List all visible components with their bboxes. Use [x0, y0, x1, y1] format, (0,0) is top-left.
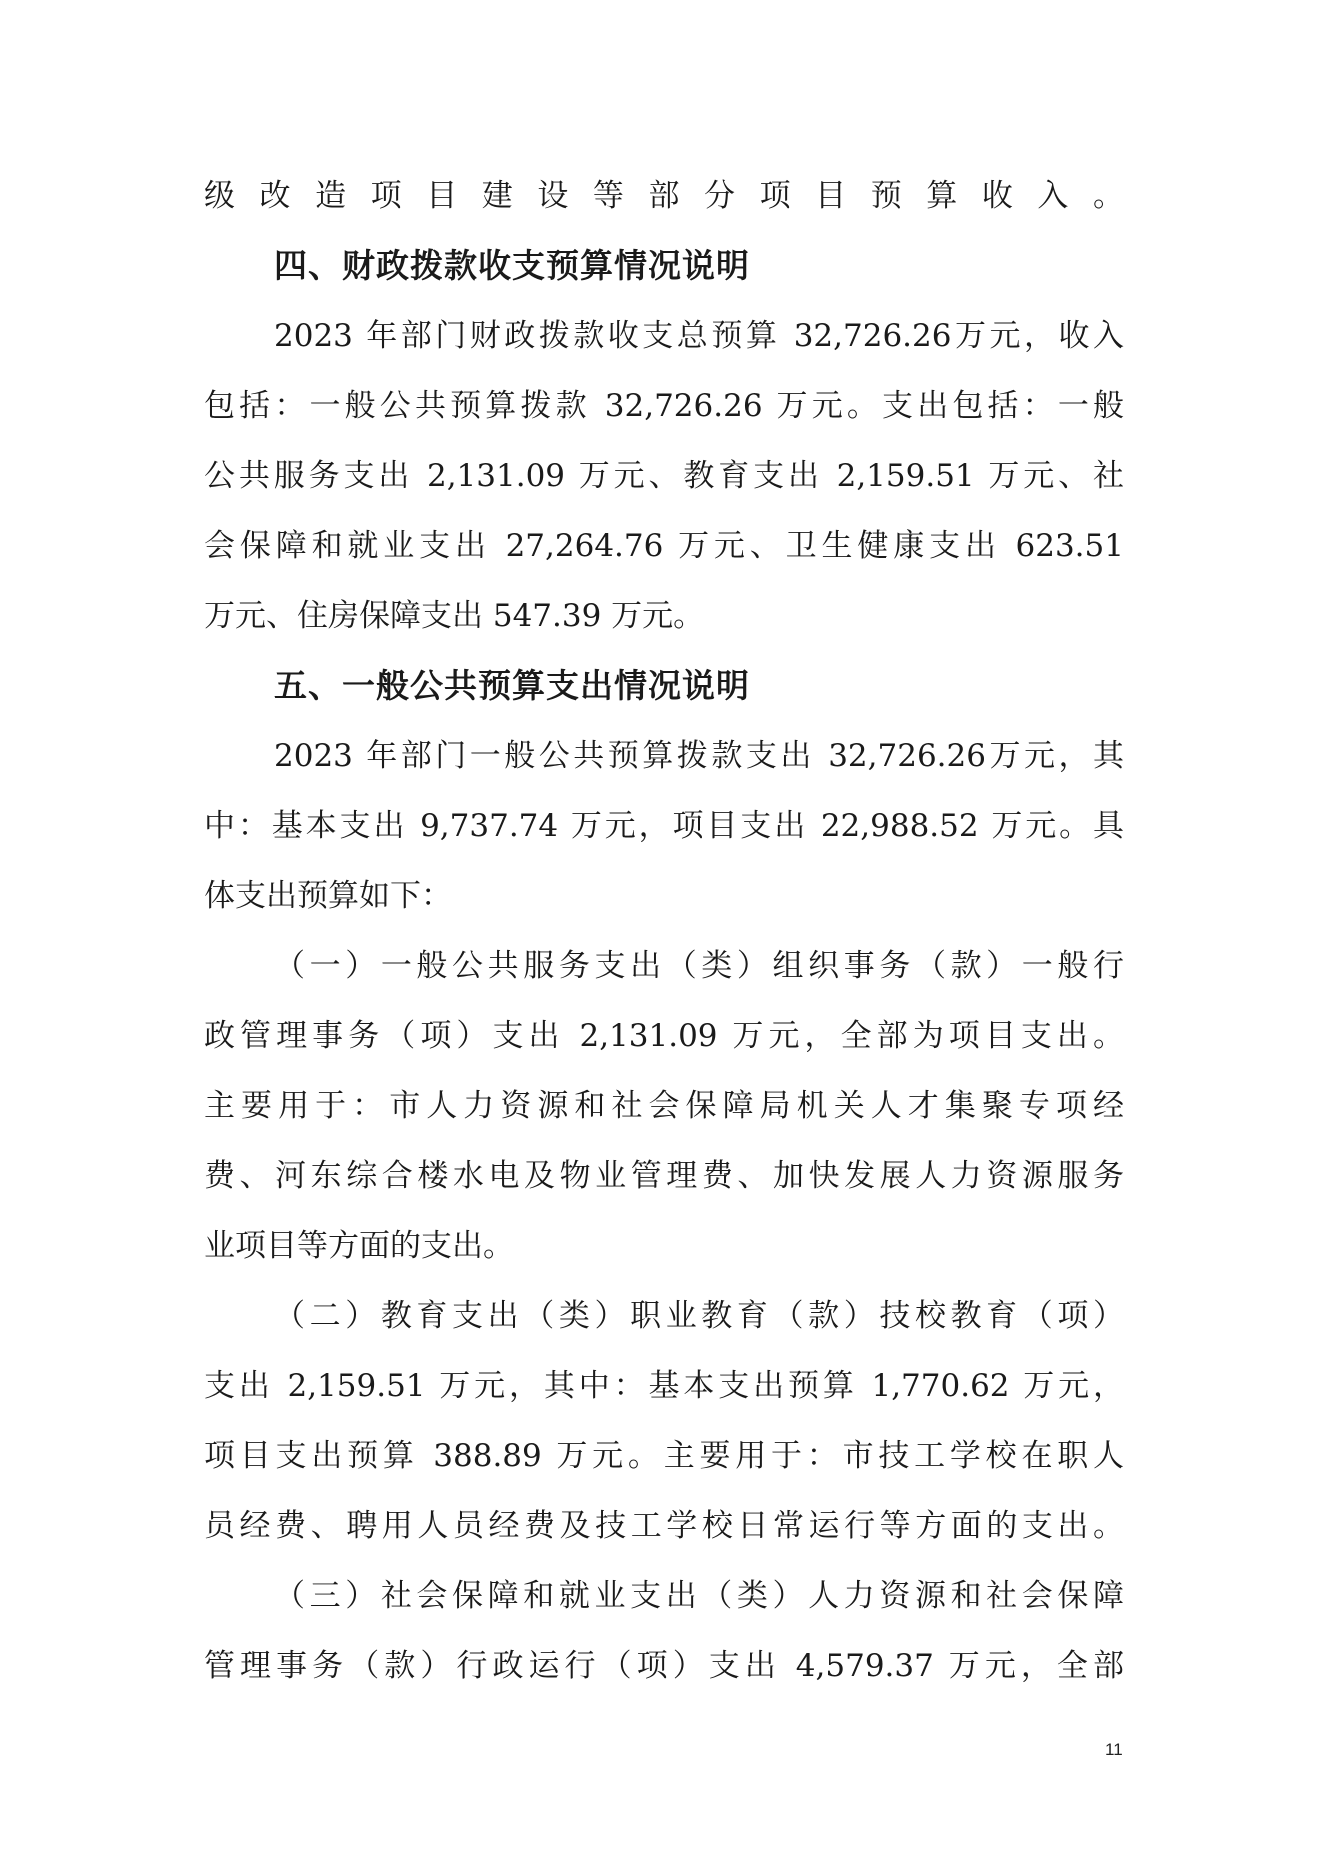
- text-line: 政管理事务（项）支出 2,131.09 万元，全部为项目支出。: [204, 1018, 1124, 1054]
- text-line: 级改造项目建设等部分项目预算收入。: [204, 178, 1124, 214]
- text-line: （一）一般公共服务支出（类）组织事务（款）一般行: [274, 948, 1124, 984]
- text-line: 万元、住房保障支出 547.39 万元。: [204, 598, 705, 634]
- text-line: 会保障和就业支出 27,264.76 万元、卫生健康支出 623.51: [204, 528, 1124, 564]
- text-line: 2023 年部门一般公共预算拨款支出 32,726.26万元，其: [274, 738, 1124, 774]
- text-line: 2023 年部门财政拨款收支总预算 32,726.26万元，收入: [274, 318, 1124, 354]
- text-line: 支出 2,159.51 万元，其中：基本支出预算 1,770.62 万元，: [204, 1368, 1124, 1404]
- text-line: 业项目等方面的支出。: [204, 1228, 514, 1264]
- section-heading-4: 四、财政拨款收支预算情况说明: [274, 246, 750, 285]
- section-heading-5: 五、一般公共预算支出情况说明: [274, 666, 750, 705]
- text-line: 费、河东综合楼水电及物业管理费、加快发展人力资源服务: [204, 1158, 1124, 1194]
- text-line: （二）教育支出（类）职业教育（款）技校教育（项）: [274, 1298, 1124, 1334]
- text-line: 体支出预算如下：: [204, 878, 452, 914]
- text-line: 员经费、聘用人员经费及技工学校日常运行等方面的支出。: [204, 1508, 1124, 1544]
- text-line: 包括：一般公共预算拨款 32,726.26 万元。支出包括：一般: [204, 388, 1124, 424]
- text-line: 项目支出预算 388.89 万元。主要用于：市技工学校在职人: [204, 1438, 1124, 1474]
- text-line: 管理事务（款）行政运行（项）支出 4,579.37 万元，全部: [204, 1648, 1124, 1684]
- text-line: （三）社会保障和就业支出（类）人力资源和社会保障: [274, 1578, 1124, 1614]
- page-number: 11: [1105, 1740, 1123, 1759]
- text-line: 中：基本支出 9,737.74 万元，项目支出 22,988.52 万元。具: [204, 808, 1124, 844]
- text-line: 公共服务支出 2,131.09 万元、教育支出 2,159.51 万元、社: [204, 458, 1124, 494]
- text-line: 主要用于：市人力资源和社会保障局机关人才集聚专项经: [204, 1088, 1124, 1124]
